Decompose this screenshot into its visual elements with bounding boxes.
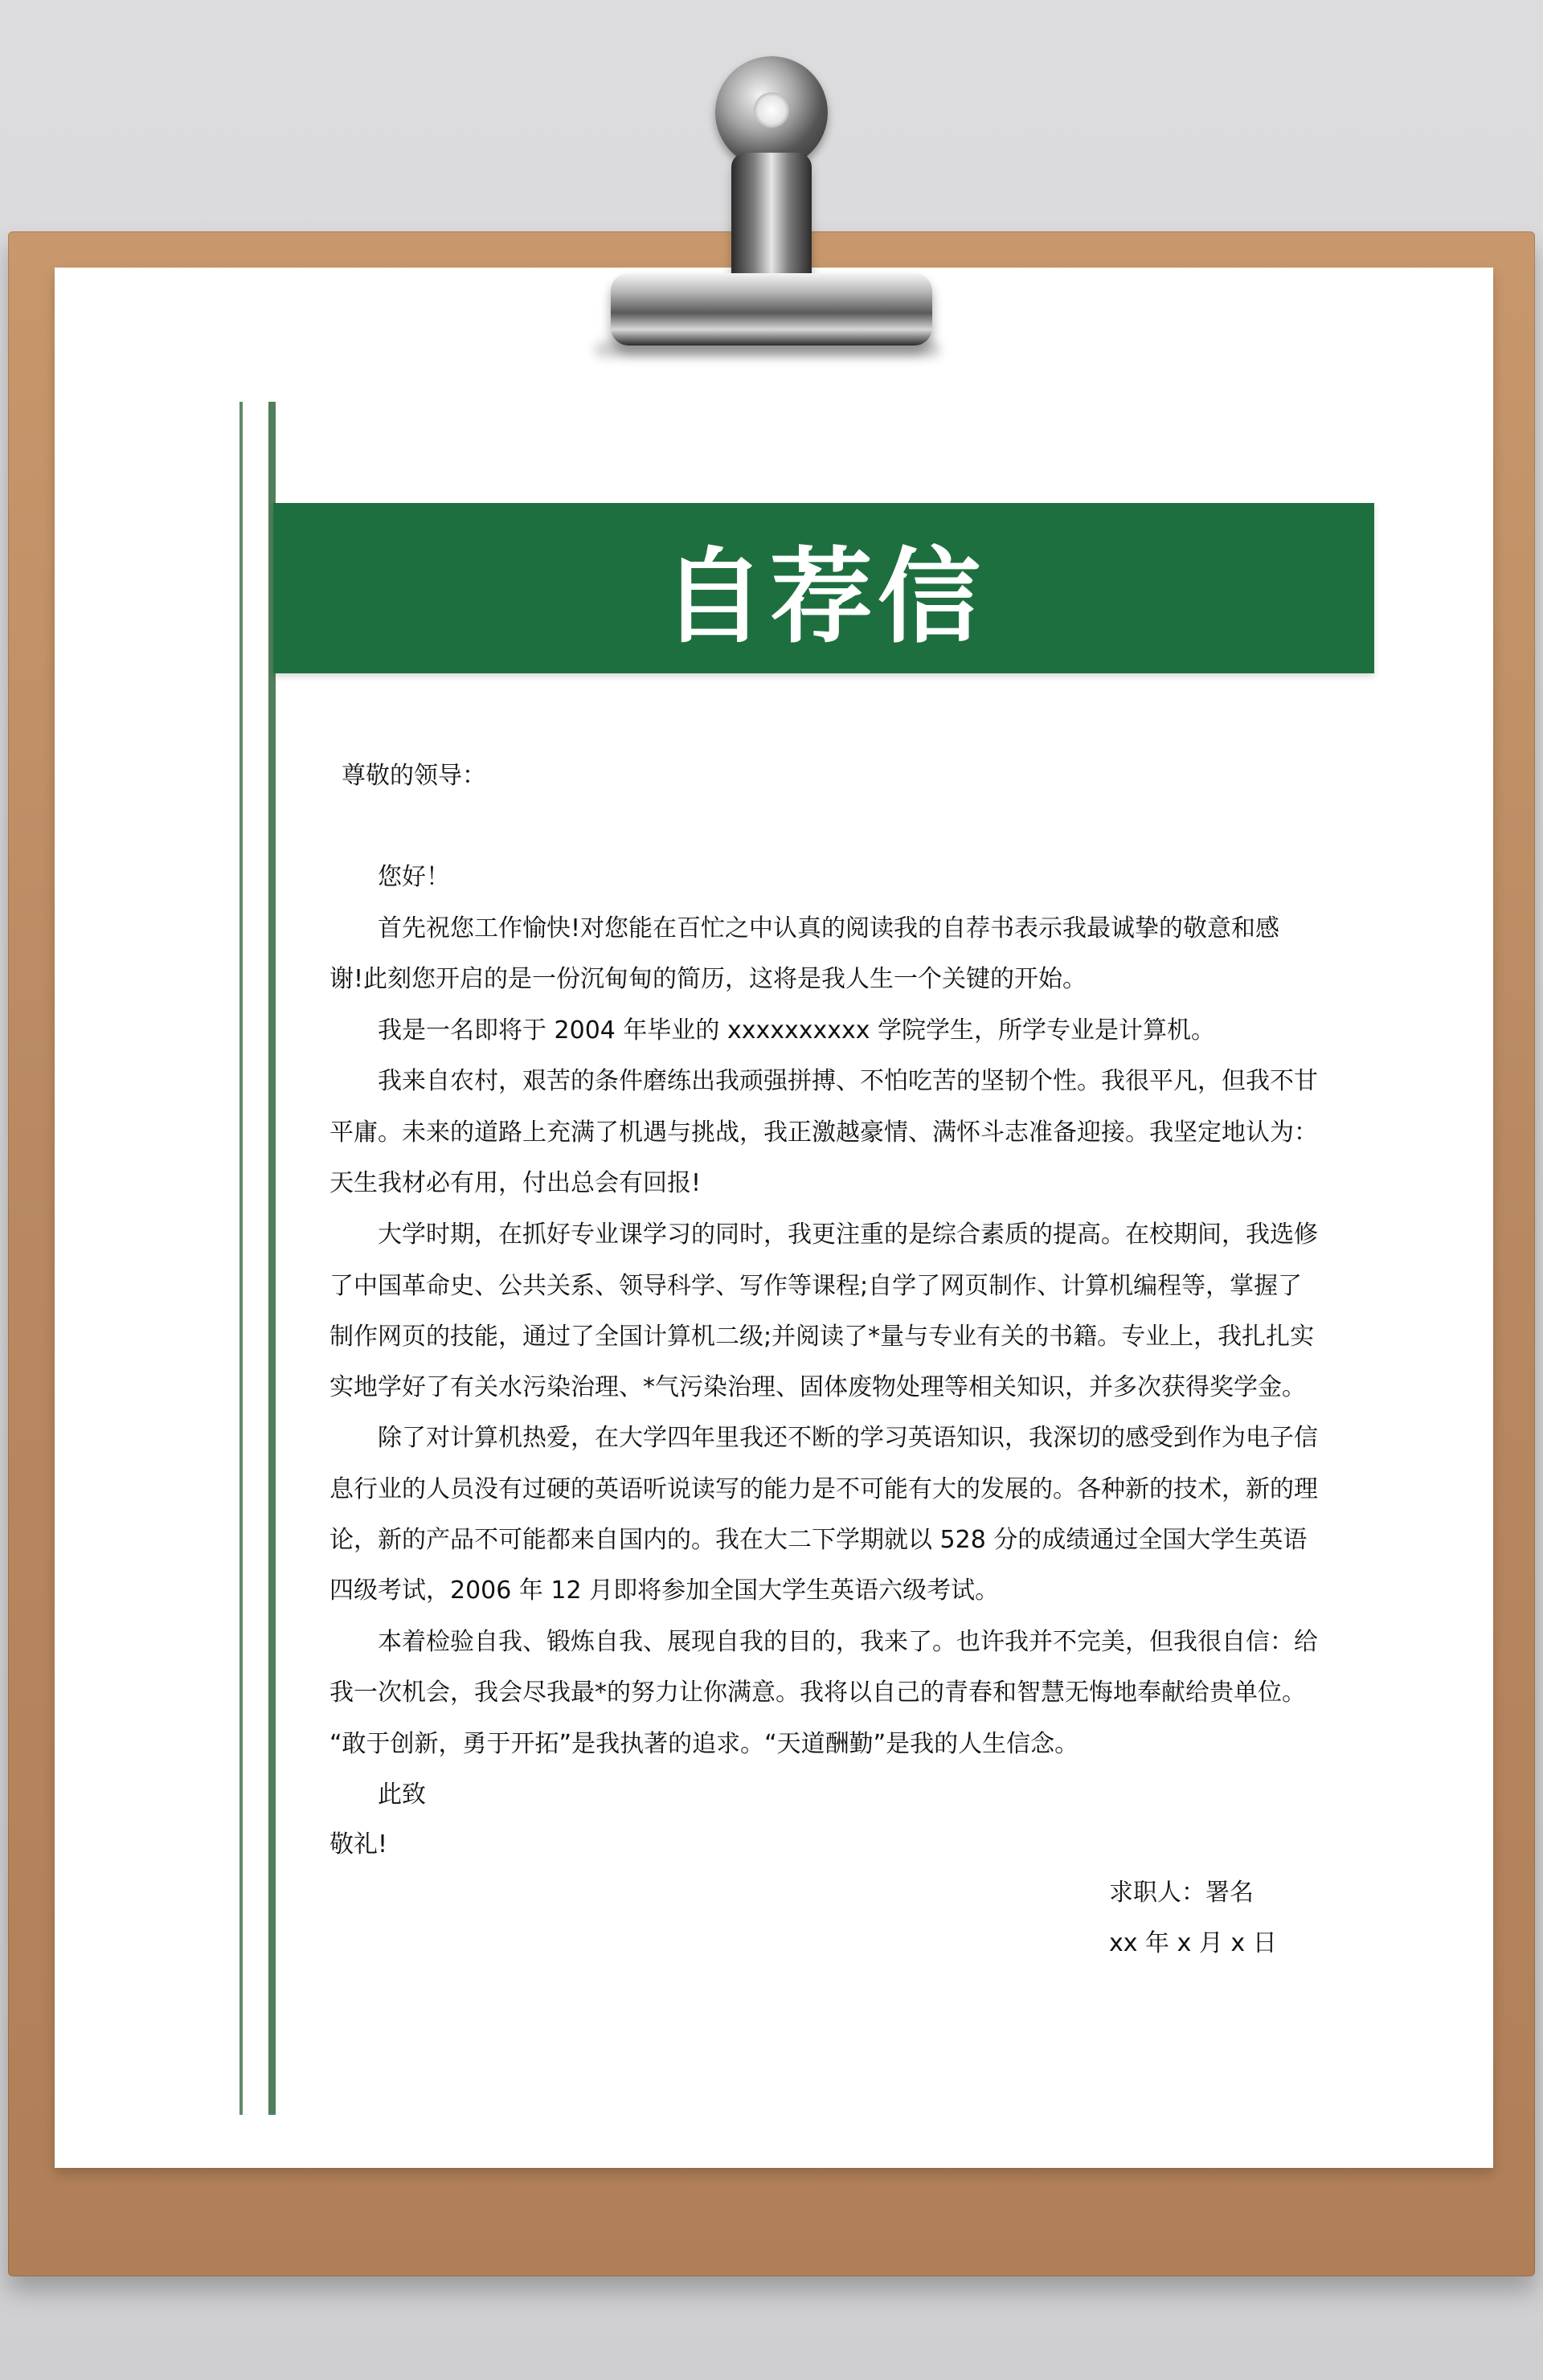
signature: 求职人：署名 [1109, 1879, 1254, 1907]
greeting-line: 您好！ [378, 863, 450, 891]
body-line: 除了对计算机热爱，在大学四年里我还不断的学习英语知识，我深切的感受到作为电子信 [378, 1424, 1318, 1452]
closing-line: 此致 [378, 1781, 426, 1809]
body-line: 我一次机会，我会尽我最*的努力让你满意。我将以自己的青春和智慧无悔地奉献给贵单位。 [329, 1679, 1306, 1707]
body-line: 本着检验自我、锻炼自我、展现自我的目的，我来了。也许我并不完美，但我很自信：给 [378, 1628, 1318, 1656]
body-line: 制作网页的技能，通过了全国计算机二级;并阅读了*量与专业有关的书籍。专业上，我扎扎实 [329, 1323, 1315, 1351]
body-line: 息行业的人员没有过硬的英语听说读写的能力是不可能有大的发展的。各种新的技术，新的理 [329, 1475, 1318, 1503]
title-banner [273, 503, 1374, 673]
signature-date: xx 年 x 月 x 日 [1109, 1929, 1277, 1957]
binder-clip-plate [611, 273, 932, 346]
body-line: 大学时期，在抓好专业课学习的同时，我更注重的是综合素质的提高。在校期间，我选修 [378, 1221, 1318, 1249]
salutation: 尊敬的领导： [342, 762, 486, 790]
body-line: 平庸。未来的道路上充满了机遇与挑战，我正激越豪情、满怀斗志准备迎接。我坚定地认为： [329, 1118, 1318, 1147]
body-line: 四级考试，2006 年 12 月即将参加全国大学生英语六级考试。 [329, 1576, 1000, 1605]
body-line: 首先祝您工作愉快!对您能在百忙之中认真的阅读我的自荐书表示我最诚挚的敬意和感 [378, 914, 1280, 943]
body-line: 天生我材必有用，付出总会有回报! [329, 1169, 702, 1197]
body-line: 了中国革命史、公共关系、领导科学、写作等课程;自学了网页制作、计算机编程等，掌握了 [329, 1272, 1303, 1300]
closing-line: 敬礼! [329, 1830, 388, 1859]
body-line: 实地学好了有关水污染治理、*气污染治理、固体废物处理等相关知识，并多次获得奖学金。 [329, 1373, 1306, 1401]
binder-clip [579, 40, 964, 362]
body-line: 我来自农村，艰苦的条件磨练出我顽强拼搏、不怕吃苦的坚韧个性。我很平凡，但我不甘 [378, 1067, 1318, 1095]
page-title: 自荐信 [661, 538, 985, 657]
binder-clip-ring [715, 56, 828, 169]
body-line: 谢!此刻您开启的是一份沉甸甸的简历，这将是我人生一个关键的开始。 [329, 965, 1087, 993]
body-line: 论，新的产品不可能都来自国内的。我在大二下学期就以 528 分的成绩通过全国大学生英语 [329, 1526, 1308, 1554]
body-line: “敢于创新，勇于开拓”是我执著的追求。“天道酬勤”是我的人生信念。 [329, 1730, 1079, 1758]
left-vertical-rule-thin [239, 402, 243, 2115]
body-line: 我是一名即将于 2004 年毕业的 xxxxxxxxxx 学院学生，所学专业是计算机。 [378, 1016, 1216, 1045]
